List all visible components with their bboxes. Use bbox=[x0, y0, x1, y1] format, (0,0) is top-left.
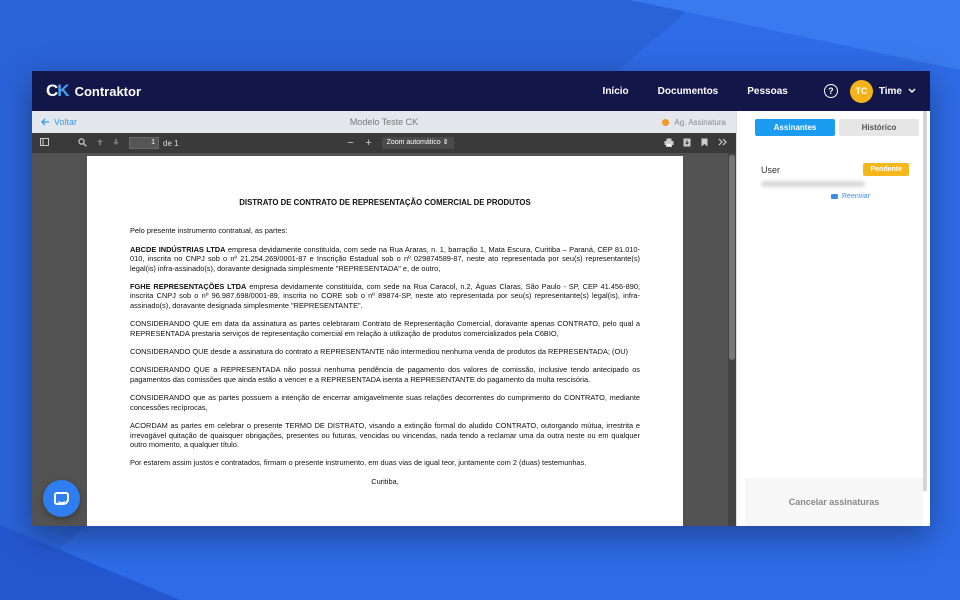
clause-paragraph: CONSIDERANDO que as partes possuem a intenção de encerrar amigavelmente suas relações decorrentes do cumprimento do CONTRATO, mediante concessões recíprocas, bbox=[130, 393, 640, 412]
background-shape bbox=[0, 525, 180, 600]
clause-paragraph: CONSIDERANDO QUE desde a assinatura do contrato a REPRESENTANTE não intermediou nenhuma venda de produtos da REPRESENTADA; (OU) bbox=[130, 347, 628, 357]
pdf-toolbar bbox=[32, 133, 736, 153]
arrow-down-icon[interactable] bbox=[109, 138, 123, 148]
tools-menu-icon[interactable] bbox=[716, 138, 730, 148]
cancel-signatures-button[interactable]: Cancelar assinaturas bbox=[745, 478, 923, 526]
top-navbar bbox=[32, 71, 930, 111]
clause-paragraph: Por estarem assim justos e contratados, firmam o presente instrumento, em duas vias de igual teor, juntamente com 2 (duas) testemunhas. bbox=[130, 458, 587, 468]
tab-historico[interactable]: Histórico bbox=[839, 119, 919, 136]
page-number-input[interactable]: 1 bbox=[129, 137, 159, 149]
clause-paragraph: ACORDAM as partes em celebrar o presente TERMO DE DISTRATO, visando a extinção formal do aludido CONTRATO, outorgando mútua, irrestrita e irrevogável quitação de quaisquer obrigações, presentes ou futuras, vencidas ou vincendas, nada tendo a reclamar uma da outra neste ou em qualquer outro momento, a qualquer título. bbox=[130, 421, 640, 449]
signers-panel bbox=[736, 111, 930, 526]
logo[interactable] bbox=[46, 81, 141, 101]
status-label: Ag. Assinatura bbox=[674, 117, 726, 127]
logo-text: Contraktor bbox=[74, 83, 142, 99]
sidebar-toggle-icon[interactable] bbox=[37, 138, 51, 148]
search-icon[interactable] bbox=[75, 138, 89, 149]
nav-item-documentos[interactable]: Documentos bbox=[657, 85, 719, 97]
document-place: Curitiba, bbox=[371, 476, 399, 486]
background-shape bbox=[630, 0, 960, 70]
back-button[interactable] bbox=[41, 117, 77, 127]
pdf-page bbox=[87, 156, 683, 526]
party-name: FGHE REPRESENTAÇÕES LTDA bbox=[130, 282, 247, 292]
avatar[interactable]: TC bbox=[850, 80, 873, 103]
panel-scrollbar[interactable] bbox=[923, 111, 927, 491]
mail-icon bbox=[831, 194, 838, 199]
document-title: Modelo Teste CK bbox=[349, 117, 419, 127]
app-window bbox=[32, 71, 930, 526]
status-indicator bbox=[662, 118, 726, 127]
signer-item bbox=[761, 163, 909, 200]
document-header-bar bbox=[32, 111, 736, 133]
chevron-down-icon[interactable] bbox=[908, 87, 916, 96]
status-dot bbox=[662, 119, 669, 126]
arrow-up-icon[interactable] bbox=[93, 138, 107, 148]
signer-name: User bbox=[761, 164, 781, 175]
zoom-in-icon[interactable]: + bbox=[365, 137, 372, 149]
arrow-left-icon bbox=[41, 118, 50, 126]
nav-item-inicio[interactable]: Início bbox=[602, 85, 629, 97]
chat-icon bbox=[54, 492, 69, 505]
select-arrows-icon: ⇕ bbox=[442, 139, 449, 146]
tab-assinantes[interactable]: Assinantes bbox=[755, 119, 835, 136]
pdf-viewport[interactable] bbox=[32, 153, 736, 526]
resend-button[interactable] bbox=[831, 193, 909, 200]
download-icon[interactable] bbox=[680, 138, 694, 149]
zoom-out-icon[interactable]: − bbox=[347, 137, 354, 149]
nav-links bbox=[603, 86, 788, 97]
bookmark-icon[interactable] bbox=[698, 138, 712, 149]
signer-email-redacted bbox=[761, 181, 865, 187]
user-name[interactable]: Time bbox=[878, 85, 902, 97]
pdf-scrollbar[interactable] bbox=[728, 153, 736, 526]
resend-label: Reenviar bbox=[842, 193, 871, 200]
panel-tabs bbox=[755, 119, 919, 136]
document-intro: Pelo presente instrumento contratual, as partes: bbox=[130, 226, 288, 236]
clause-paragraph: CONSIDERANDO QUE em data da assinatura as partes celebraram Contrato de Representação Comercial, doravante apenas CONTRATO, pelo qual a REPRESENTADA prestaria serviços de representação comercial em relação à utilização de produtos comercializados pela C6BIO, bbox=[130, 319, 640, 338]
party-paragraph: FGHE REPRESENTAÇÕES LTDA empresa devidamente constituída, com sede na Rua Caracol, n.2, Águas Claras, São Paulo - SP, CEP 41.456-890, inscrita CNPJ sob o nº 96.987.698/0001-89, inscrita no CORE sob o nº 89874-SP, neste ato representada por seu(s) representante(s) legal(is), infra-assinado(s), doravante designada simplesmente "REPRESENTANTE". bbox=[130, 282, 640, 310]
chat-button[interactable] bbox=[43, 480, 80, 517]
zoom-select[interactable]: Zoom automático ⇕ bbox=[382, 137, 454, 149]
logo-mark: CK bbox=[46, 81, 69, 100]
print-icon[interactable] bbox=[662, 138, 676, 149]
back-label: Voltar bbox=[54, 117, 78, 127]
party-paragraph: ABCDE INDÚSTRIAS LTDA empresa devidamente constituída, com sede na Rua Araras, n. 1, barração 1, Mata Escura, Curitiba – Paraná, CEP 81.010-010, inscrita no CNPJ sob o nº 21.254.269/0001-87 e Inscrição Estadual sob o nº 029874589-87, neste ato representada por seu(s) representante(s) legal(is) infra-assinado(s), doravante designada simplesmente "REPRESENTADA" e, de outro, bbox=[130, 244, 640, 273]
scrollbar-thumb[interactable] bbox=[729, 155, 735, 360]
party-name: ABCDE INDÚSTRIAS LTDA bbox=[130, 244, 226, 254]
page-count-label: de 1 bbox=[163, 138, 179, 148]
status-badge: Pendente bbox=[863, 163, 909, 176]
clause-paragraph: CONSIDERANDO QUE a REPRESENTADA não possui nenhuma pendência de pagamento dos valores de comissão, inclusive tendo antecipado os pagamentos das comissões que ainda estão a vencer e a REPRESENTADA isenta a REPRESENTANTE do pagamento da multa rescisória. bbox=[130, 365, 640, 384]
document-heading: DISTRATO DE CONTRATO DE REPRESENTAÇÃO COMERCIAL DE PRODUTOS bbox=[239, 198, 531, 207]
help-icon[interactable]: ? bbox=[824, 84, 838, 98]
nav-item-pessoas[interactable]: Pessoas bbox=[747, 85, 788, 97]
